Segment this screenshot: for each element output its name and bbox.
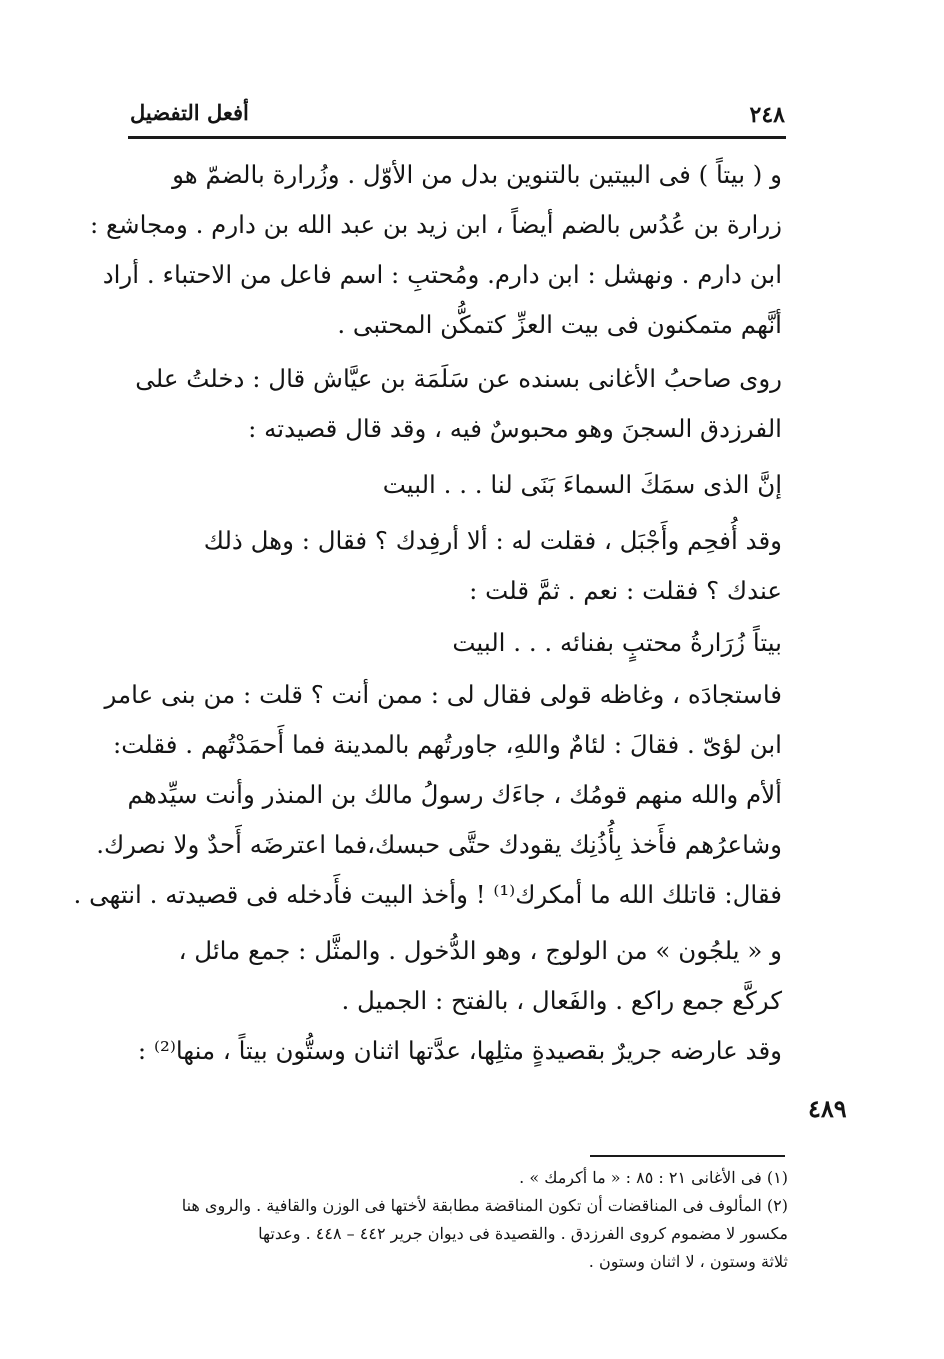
footnote-line: مكسور لا مضموم كروى الفرزدق . والقصيدة فى ديوان جرير ٤٤٢ – ٤٤٨ . وعدتها (258, 1224, 788, 1243)
body-line: فقال: قاتلك الله ما أمكرك⁽¹⁾ ! وأخذ البيت فأَدخله فى قصيدته . انتهى . (73, 880, 782, 909)
header-rule (128, 136, 786, 139)
body-line: كركَّع جمع راكع . والفَعال ، بالفتح : الجميل . (341, 986, 782, 1015)
margin-line-number: ٤٨٩ (808, 1094, 847, 1123)
footnote-line: (١) فى الأغانى ٢١ : ٨٥ : « ما أكرمك » . (519, 1168, 788, 1187)
body-line: ابن دارم . ونهشل : ابن دارم. ومُحتبِ : اسم فاعل من الاحتباء . أراد (102, 260, 782, 289)
body-line: روى صاحبُ الأغانى بسنده عن سَلَمَة بن عيَّاش قال : دخلتُ على (135, 364, 782, 393)
footnote-rule (590, 1155, 785, 1157)
footnotes (128, 1164, 788, 1276)
verse-line: إنَّ الذى سمَكَ السماءَ بَنَى لنا . . . البيت (382, 470, 782, 499)
page-number: ٢٤٨ (749, 102, 785, 128)
body-line: ألأم والله منهم قومُك ، جاءَك رسولُ مالك بن المنذر وأنت سيِّدهم (127, 780, 782, 809)
body-line: و ( بيتاً ) فى البيتين بالتنوين بدل من الأوّل . وزُرارة بالضمّ هو (172, 160, 782, 189)
running-title: أفعل التفضيل (130, 100, 249, 125)
footnote-line: (٢) المألوف فى المناقضات أن تكون المناقضة مطابقة لأختها فى الوزن والقافية . والروى هنا (181, 1196, 788, 1215)
body-line: ابن لؤىّ . فقالَ : لئامٌ واللهِ، جاورتُهم بالمدينة فما أَحمَدْتُهم . فقلت: (112, 730, 782, 759)
body-text (73, 150, 782, 1076)
body-line: و « يلجُون » من الولوج ، وهو الدُّخول . والمثَّل : جمع مائل ، (178, 936, 782, 965)
footnote-line: ثلاثة وستون ، لا اثنان وستون . (588, 1252, 788, 1271)
body-line: وشاعرُهم فأَخذ بِأُذُنِك يقودك حتَّى حبسك،فما اعترضَه أَحدٌ ولا نصرك. (96, 830, 782, 859)
body-line: عندك ؟ فقلت : نعم . ثمَّ قلت : (469, 576, 782, 605)
body-line: أنَّهم متمكنون فى بيت العزِّ كتمكُّن المحتبى . (337, 310, 782, 339)
body-line: فاستجادَه ، وغاظه قولى فقال لى : ممن أنت ؟ قلت : من بنى عامر (104, 680, 782, 709)
body-line: وقد عارضه جريرٌ بقصيدةٍ مثلِها، عدَّتها اثنان وستُّون بيتاً ، منها⁽²⁾ : (137, 1036, 782, 1065)
body-line: زرارة بن عُدُس بالضم أيضاً ، ابن زيد بن عبد الله بن دارم . ومجاشع : (89, 210, 782, 239)
page-header (130, 96, 785, 130)
verse-line: بيتاً زُرَارةُ محتبٍ بفنائه . . . البيت (452, 628, 782, 657)
body-line: الفرزدق السجنَ وهو محبوسٌ فيه ، وقد قال قصيدته : (248, 414, 782, 443)
body-line: وقد أُفحِم وأَجْبَل ، فقلت له : ألا أرفِدك ؟ فقال : وهل ذلك (203, 526, 782, 555)
